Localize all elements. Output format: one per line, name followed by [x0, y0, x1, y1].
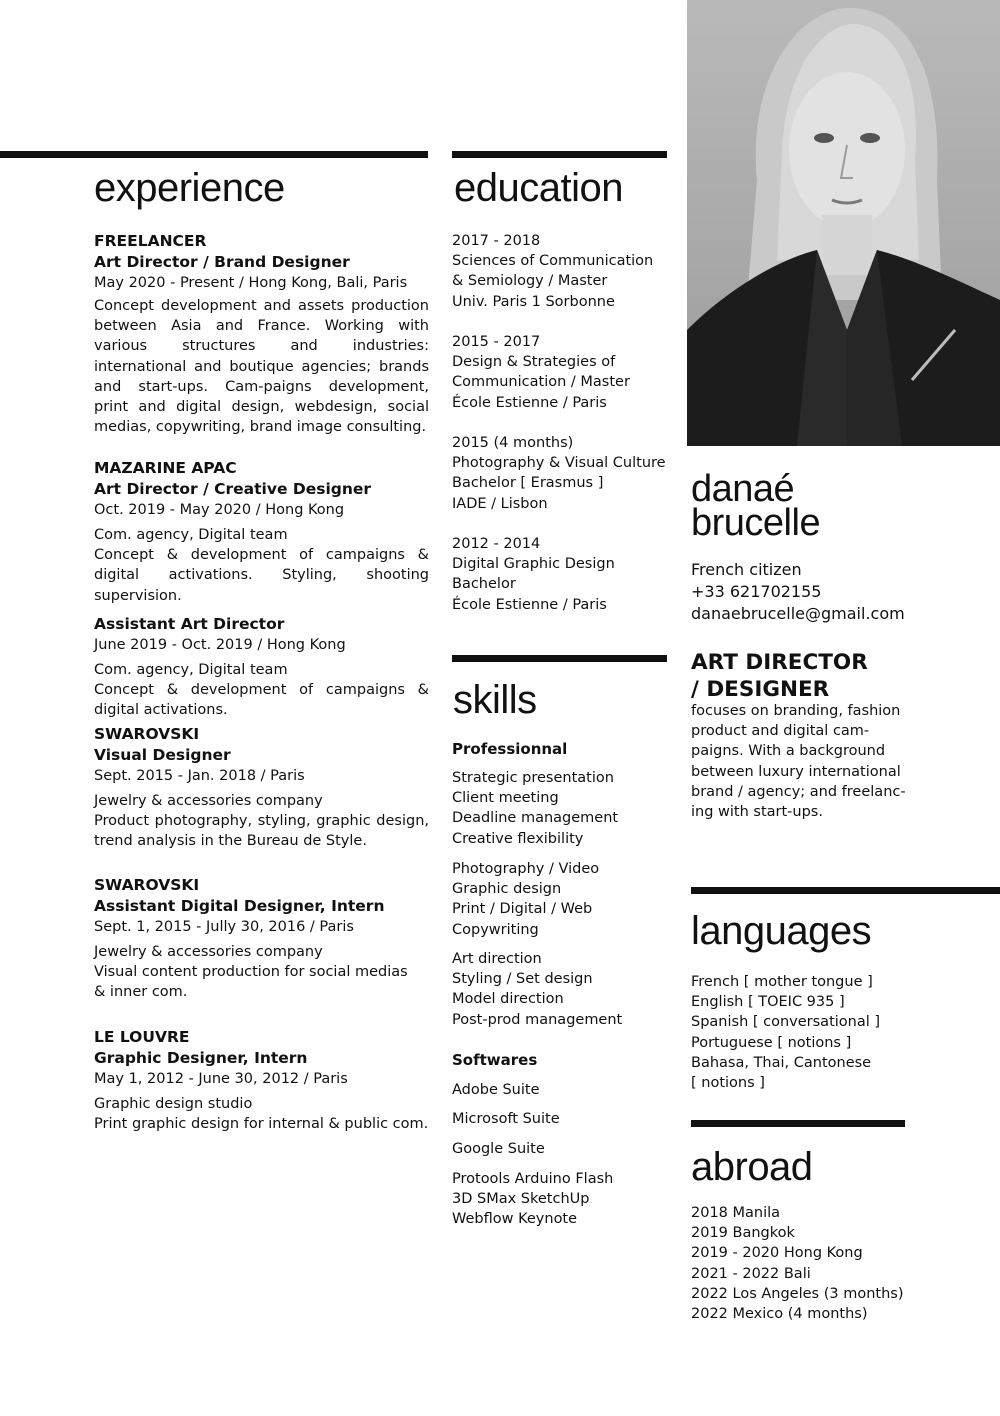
education-line: Photography & Visual Culture: [452, 455, 666, 472]
first-name: danaé: [691, 468, 795, 510]
abroad-item: 2019 - 2020 Hong Kong: [691, 1245, 863, 1262]
education-line: Digital Graphic Design: [452, 556, 615, 573]
portrait-icon: [687, 0, 1000, 446]
skill-item: Creative flexibility: [452, 830, 584, 847]
abroad-item: 2021 - 2022 Bali: [691, 1265, 811, 1282]
software-item: 3D SMax SketchUp: [452, 1191, 590, 1208]
role-title: Art Director / Brand Designer: [94, 253, 350, 271]
skills-heading: skills: [453, 678, 537, 722]
software-item: Google Suite: [452, 1141, 545, 1157]
language-item: French [ mother tongue ]: [691, 974, 873, 990]
skill-item: Styling / Set design: [452, 971, 593, 988]
skill-item: Copywriting: [452, 921, 539, 938]
education-entry: [452, 332, 667, 413]
role-description: Com. agency, Digital team: [94, 527, 288, 543]
education-line: École Estienne / Paris: [452, 596, 607, 613]
person-name: [691, 468, 821, 544]
phone-number: +33 621702155: [691, 582, 822, 601]
portrait-photo: [687, 0, 1000, 446]
experience-rule: [0, 151, 428, 158]
experience-entry-mazarine: [94, 458, 429, 720]
skill-item: Print / Digital / Web: [452, 901, 593, 918]
role-description: Graphic design studio: [94, 1096, 253, 1112]
education-line: 2015 (4 months): [452, 435, 574, 451]
experience-entry-freelancer: [94, 231, 429, 437]
job-title-line: ART DIRECTOR: [691, 650, 868, 675]
job-title: [691, 649, 868, 703]
skill-item: Deadline management: [452, 810, 619, 827]
experience-entry-swarovski-intern: [94, 875, 429, 1003]
abroad-item: 2022 Mexico (4 months): [691, 1306, 868, 1323]
language-item: [ notions ]: [691, 1075, 765, 1092]
job-title-line: / DESIGNER: [691, 677, 830, 702]
role-description: Concept & development of campaigns & digital activations. Styling, shooting supervision.: [94, 547, 429, 604]
email-address: danaebrucelle@gmail.com: [691, 604, 905, 623]
role-description: Concept & development of campaigns & digital activations.: [94, 682, 429, 719]
role-title: Art Director / Creative Designer: [94, 480, 372, 498]
role-description: Jewelry & accessories company: [94, 944, 323, 960]
skills-softwares-label: Softwares: [452, 1051, 538, 1069]
contact-block: [691, 559, 905, 625]
bio-text: [691, 701, 921, 822]
role-description: Visual content production for social medias: [94, 964, 408, 981]
last-name: brucelle: [691, 502, 821, 544]
education-line: IADE / Lisbon: [452, 495, 548, 512]
company-name: FREELANCER: [94, 232, 207, 250]
skill-group: [452, 949, 667, 1030]
education-rule: [452, 151, 667, 158]
skill-item: Graphic design: [452, 881, 562, 898]
education-line: Univ. Paris 1 Sorbonne: [452, 293, 615, 310]
education-line: Communication / Master: [452, 374, 630, 391]
skill-item: Photography / Video: [452, 861, 600, 877]
experience-entry-swarovski-visual: [94, 724, 429, 852]
software-group: [452, 1169, 667, 1230]
role-period: June 2019 - Oct. 2019 / Hong Kong: [94, 636, 346, 653]
role-title: Graphic Designer, Intern: [94, 1049, 308, 1067]
education-line: & Semiology / Master: [452, 273, 608, 290]
company-name: SWAROVSKI: [94, 876, 200, 894]
company-name: LE LOUVRE: [94, 1028, 190, 1046]
abroad-item: 2018 Manila: [691, 1205, 781, 1221]
skill-item: Client meeting: [452, 790, 559, 807]
role-period: Oct. 2019 - May 2020 / Hong Kong: [94, 502, 345, 518]
role-title: Visual Designer: [94, 746, 231, 764]
education-entry: [452, 433, 667, 514]
software-group: [452, 1139, 667, 1159]
role-description: Product photography, styling, graphic design, trend analysis in the Bureau de Style.: [94, 813, 429, 850]
software-item: Adobe Suite: [452, 1082, 540, 1098]
education-line: 2015 - 2017: [452, 334, 541, 350]
role-description: Jewelry & accessories company: [94, 793, 323, 809]
software-item: Microsoft Suite: [452, 1111, 560, 1127]
skill-group: [452, 768, 667, 849]
education-line: Bachelor: [452, 576, 516, 593]
role-period: May 2020 - Present / Hong Kong, Bali, Paris: [94, 275, 408, 291]
education-line: Bachelor [ Erasmus ]: [452, 475, 604, 492]
abroad-heading: abroad: [691, 1145, 813, 1189]
role-title: Assistant Art Director: [94, 614, 285, 633]
education-entry: [452, 534, 667, 615]
company-name: MAZARINE APAC: [94, 459, 237, 477]
bio-line: product and digital cam-: [691, 723, 870, 740]
bio-line: between luxury international: [691, 763, 901, 780]
skill-item: Post-prod management: [452, 1011, 623, 1028]
skill-item: Art direction: [452, 951, 542, 967]
skills-rule: [452, 655, 667, 662]
skill-item: Model direction: [452, 991, 564, 1008]
education-line: 2017 - 2018: [452, 233, 541, 249]
languages-rule: [691, 887, 1000, 894]
skills-professional-label: Professionnal: [452, 740, 568, 758]
bio-line: paigns. With a background: [691, 743, 886, 760]
bio-line: brand / agency; and freelanc-: [691, 783, 906, 800]
education-line: Design & Strategies of: [452, 354, 616, 371]
role-description: Com. agency, Digital team: [94, 661, 288, 678]
language-item: Bahasa, Thai, Cantonese: [691, 1054, 872, 1071]
language-item: English [ TOEIC 935 ]: [691, 994, 845, 1011]
role-period: Sept. 1, 2015 - Jully 30, 2016 / Paris: [94, 919, 354, 935]
software-group: [452, 1080, 667, 1100]
education-line: École Estienne / Paris: [452, 394, 607, 411]
role-title: Assistant Digital Designer, Intern: [94, 897, 385, 915]
education-line: 2012 - 2014: [452, 536, 541, 552]
language-item: Spanish [ conversational ]: [691, 1014, 881, 1031]
role-description: Print graphic design for internal & public com.: [94, 1116, 429, 1133]
software-group: [452, 1109, 667, 1129]
role-description: Concept development and assets production between Asia and France. Working with various structures and industries: international and boutique agencies; brands and start-ups. Cam-paigns development, print and digital design, webdesign, social medias, copywriting, brand image consulting.: [94, 298, 429, 436]
role-description: & inner com.: [94, 984, 188, 1001]
skill-group: [452, 859, 667, 940]
company-name: SWAROVSKI: [94, 725, 200, 743]
citizenship: French citizen: [691, 560, 802, 579]
education-line: Sciences of Communication: [452, 253, 654, 270]
education-heading: education: [454, 166, 623, 210]
abroad-item: 2019 Bangkok: [691, 1225, 795, 1242]
bio-line: ing with start-ups.: [691, 804, 823, 821]
languages-heading: languages: [691, 909, 872, 953]
software-item: Protools Arduino Flash: [452, 1171, 614, 1187]
abroad-item: 2022 Los Angeles (3 months): [691, 1285, 904, 1302]
experience-heading: experience: [94, 166, 285, 210]
languages-list: [691, 972, 880, 1093]
language-item: Portuguese [ notions ]: [691, 1034, 852, 1051]
role-period: Sept. 2015 - Jan. 2018 / Paris: [94, 768, 305, 784]
abroad-list: [691, 1203, 903, 1324]
software-item: Webflow Keynote: [452, 1211, 578, 1228]
role-period: May 1, 2012 - June 30, 2012 / Paris: [94, 1071, 348, 1087]
education-entry: [452, 231, 667, 312]
skill-item: Strategic presentation: [452, 770, 614, 786]
abroad-rule: [691, 1120, 905, 1127]
experience-entry-louvre: [94, 1027, 429, 1134]
bio-line: focuses on branding, fashion: [691, 703, 901, 719]
